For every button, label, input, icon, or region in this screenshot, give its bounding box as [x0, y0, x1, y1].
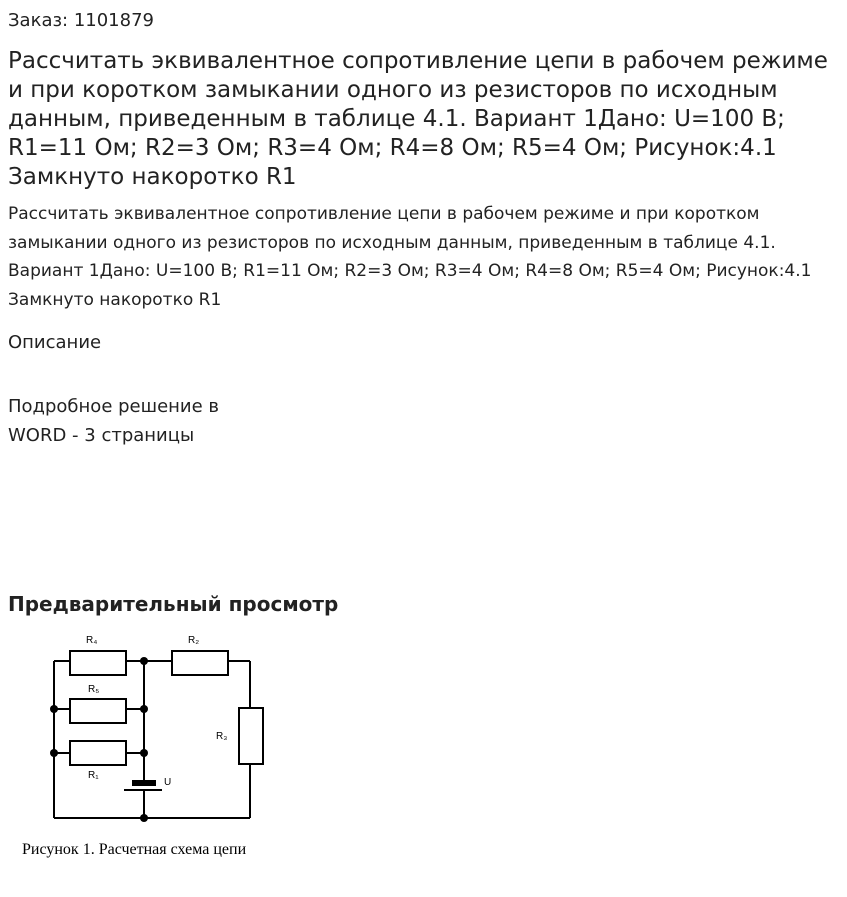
resistor-r4 [70, 651, 126, 675]
label-r3: R₃ [216, 731, 228, 742]
order-number: Заказ: 1101879 [8, 10, 154, 31]
resistor-r3 [172, 651, 228, 675]
node-top-middle [140, 657, 148, 665]
resistor-r1 [70, 741, 126, 765]
resistor-r2 [239, 708, 263, 764]
label-r5: R₅ [88, 684, 100, 695]
label-r1: R₁ [88, 770, 99, 781]
node-r5-left [50, 705, 58, 713]
preview-image [18, 628, 308, 868]
task-description: Рассчитать эквивалентное сопротивление цепи в рабочем режиме и при коротком замыкании одного из резисторов по исходным данным, приведенным в таблице 4.1. Вариант 1Дано: U=100 В; R1=11 Ом; R2=3 Ом; R3=4 Ом; R4=8 Ом; R5=4 Ом; Рисунок:4.1 Замкнуто накоротко R1 [8, 204, 812, 310]
label-r4: R₄ [86, 635, 98, 646]
description-heading: Описание [8, 332, 102, 353]
source-u [132, 780, 156, 786]
solution-info: Подробное решение в WORD - 3 страницы [8, 396, 220, 446]
node-r1-right [140, 749, 148, 757]
node-r5-right [140, 705, 148, 713]
node-bottom [140, 814, 148, 822]
figure-caption: Рисунок 1. Расчетная схема цепи [22, 841, 247, 858]
circuit-diagram [18, 628, 308, 868]
label-u: U [164, 777, 172, 788]
label-r2: R₂ [188, 635, 200, 646]
resistor-r5 [70, 699, 126, 723]
node-r1-left [50, 749, 58, 757]
page-title: Рассчитать эквивалентное сопротивление цепи в рабочем режиме и при коротком замыкании одного из резисторов по исходным данным, приведенным в таблице 4.1. Вариант 1Дано: U=100 В; R1=11 Ом; R2=3 Ом; R3=4 Ом; R4=8 Ом; R5=4 Ом; Рисунок:4.1 Замкнуто накоротко R1 [8, 48, 828, 190]
preview-heading: Предварительный просмотр [8, 592, 339, 616]
